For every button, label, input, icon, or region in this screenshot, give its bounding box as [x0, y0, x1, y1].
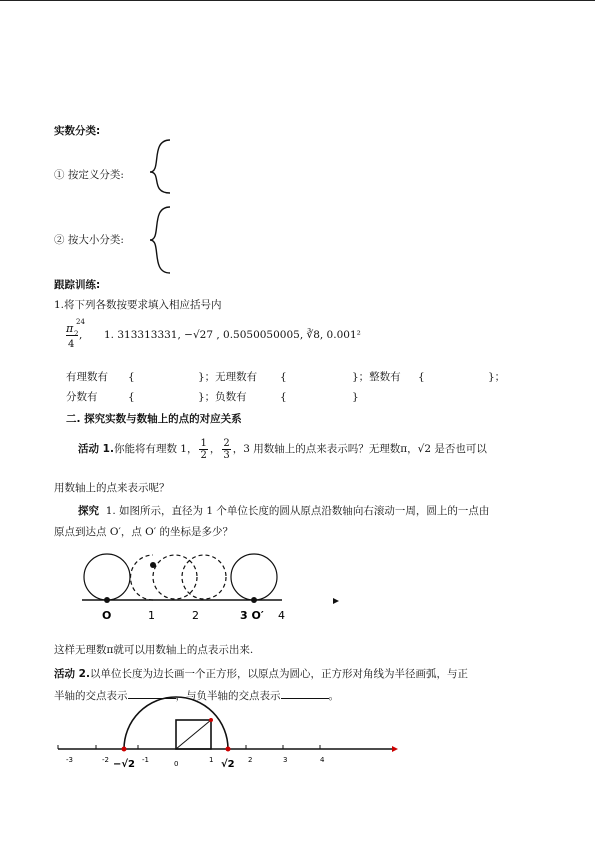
brace-definition [150, 140, 170, 193]
circle-end [231, 554, 277, 600]
fraction-two-thirds: $\frac{2}{3}$ [223, 437, 230, 461]
point-rolling [150, 562, 156, 568]
rolling-circle-figure [82, 554, 339, 604]
brace-open: { [280, 371, 287, 383]
cat-fraction: 分数有 [66, 391, 98, 403]
sqrt2-figure [58, 697, 398, 752]
heading-classify: 实数分类: [54, 125, 101, 137]
point-sqrt2 [226, 747, 231, 752]
point-o-prime [251, 597, 257, 603]
circle-rolling-2 [182, 555, 226, 599]
tick-neg-sqrt2: −√2 [113, 759, 136, 770]
tracking-heading: 跟踪训练: [54, 279, 101, 291]
explore-line2: 原点到达点 O′，点 O′ 的坐标是多少？ [54, 526, 233, 538]
diagonal [176, 720, 211, 749]
axis-arrow [392, 746, 398, 752]
point-neg-sqrt2 [122, 747, 127, 752]
activity-1-line2: 用数轴上的点来表示呢？ [54, 482, 170, 494]
cat-integer: }；整数有 [352, 371, 401, 383]
fraction-half: $\frac{1}{2}$ [200, 437, 207, 461]
activity-1-line1: 活动 1.你能将有理数 1， $\frac{1}{2}$ ， $\frac{2}{3}$ ，3 用数轴上的点来表示吗？无理数π，√2 是否也可以 [78, 437, 487, 461]
activity-1-label: 活动 1. [78, 443, 114, 455]
circle-start [84, 554, 130, 600]
tick-1: 1 [209, 756, 214, 764]
arrow-head [333, 598, 339, 604]
cat-rational: 有理数有 [66, 371, 108, 383]
brace-open: { [418, 371, 425, 383]
cat-irrational: }；无理数有 [198, 371, 258, 383]
circle-rolling-1 [153, 555, 197, 599]
tick--3: -3 [66, 756, 73, 764]
frac-sup: 24 [76, 318, 85, 326]
tick--2: -2 [102, 756, 109, 764]
label-4: 4 [278, 609, 285, 622]
activity-2-line2: 半轴的交点表示 ，与负半轴的交点表示 。 [54, 690, 339, 702]
brace-open: { [128, 391, 135, 403]
number-rest: 1. 313313331, −√27 , 0.5050050005, ∛8, 0.001² [104, 329, 361, 341]
square-corner [209, 718, 213, 722]
activity-2-line1: 活动 2.以单位长度为边长画一个正方形，以原点为圆心，正方形对角线为半径画弧，与正 [54, 668, 468, 680]
section-2-title: 二. 探究实数与数轴上的点的对应关系 [66, 413, 242, 425]
frac-sub: 2 [74, 330, 79, 338]
tick--1: -1 [142, 756, 149, 764]
by-size-label: ② 按大小分类: [54, 234, 124, 246]
frac-den: 4 [68, 339, 75, 350]
brace-close: } [352, 391, 359, 403]
answer-blank-negative[interactable] [281, 688, 329, 699]
label-2: 2 [192, 609, 199, 622]
row-end: }； [488, 371, 506, 383]
cat-negative: }；负数有 [198, 391, 247, 403]
label-3-o-prime: 3 O′ [240, 609, 264, 622]
brace-open: { [280, 391, 287, 403]
tick-4: 4 [320, 756, 325, 764]
brace-size [150, 207, 170, 273]
tick-sqrt2: √2 [221, 759, 235, 770]
tick-0: 0 [174, 760, 179, 768]
tick-2: 2 [248, 756, 253, 764]
frac-num: π [66, 322, 74, 335]
label-o: O [102, 609, 112, 622]
point-origin [104, 597, 110, 603]
tick-3: 3 [283, 756, 288, 764]
label-1: 1 [148, 609, 155, 622]
explore-line1: 探究 1. 如图所示，直径为 1 个单位长度的圆从原点沿数轴向右滚动一周，圆上的一点由 [78, 505, 490, 517]
activity-2-label: 活动 2. [54, 668, 90, 680]
conclusion: 这样无理数π就可以用数轴上的点表示出来. [54, 644, 254, 656]
by-definition-label: ① 按定义分类: [54, 169, 124, 181]
question-1: 1.将下列各数按要求填入相应括号内 [54, 299, 222, 311]
answer-blank-positive[interactable] [128, 688, 176, 699]
brace-open: { [128, 371, 135, 383]
